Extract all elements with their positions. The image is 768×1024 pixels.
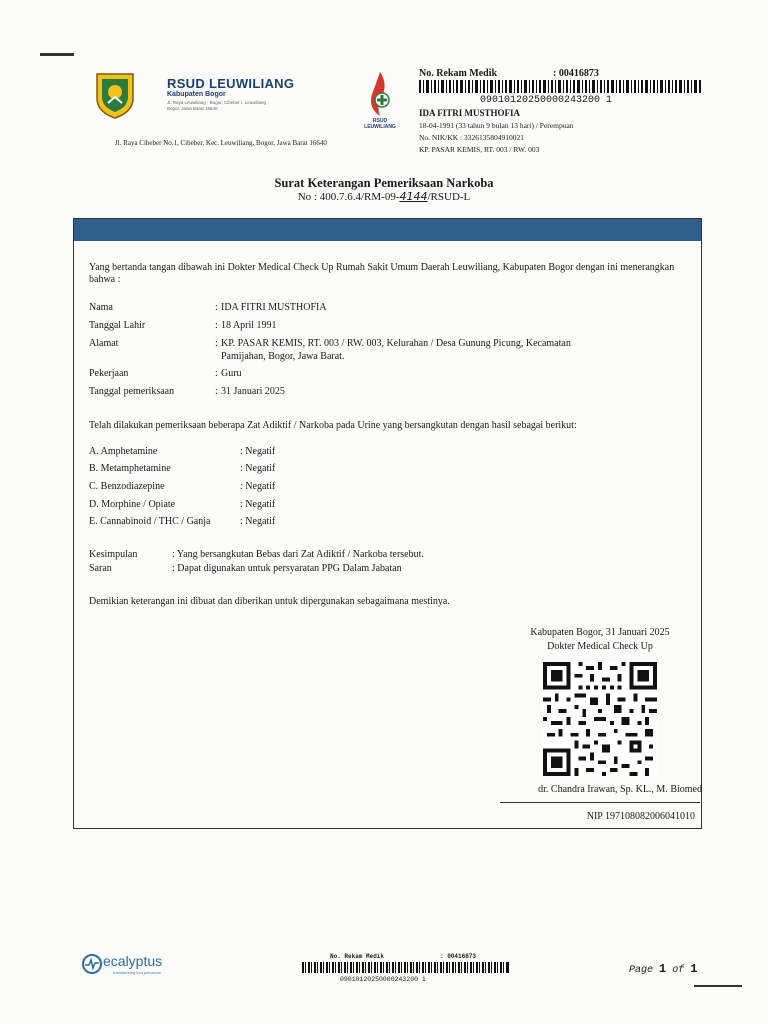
kesimpulan-value: : Yang bersangkutan Bebas dari Zat Adiktif / Narkoba tersebut. bbox=[172, 549, 424, 560]
hospital-small-address bbox=[167, 100, 287, 111]
patient-name: IDA FITRI MUSTHOFIA bbox=[419, 108, 521, 118]
document-number-prefix: No : 400.7.6.4/RM-09- bbox=[297, 191, 400, 203]
barcode-top bbox=[419, 80, 702, 93]
page-total: 1 bbox=[690, 962, 698, 976]
page-of: of bbox=[672, 965, 685, 976]
hospital-address: Jl. Raya Cibeber No.1, Cibeber, Kec. Leuwiliang, Bogor, Jawa Barat 16640 bbox=[115, 139, 327, 147]
signature-line bbox=[500, 802, 700, 803]
test-label: B. Metamphetamine bbox=[89, 463, 171, 474]
test-label: A. Amphetamine bbox=[89, 446, 158, 457]
barcode-footer bbox=[302, 962, 510, 973]
field-colon: : bbox=[215, 320, 218, 331]
field-label: Pekerjaan bbox=[89, 368, 129, 379]
field-colon: : bbox=[215, 386, 218, 397]
hospital-small-line-1: Jl. Raya Leuwiliang - Bogor, Cibeber I, Leuwiliang bbox=[167, 100, 267, 105]
field-label: Tanggal pemeriksaan bbox=[89, 386, 175, 397]
document-title: Surat Keterangan Pemeriksaan Narkoba bbox=[274, 176, 494, 190]
ecalyptus-logo-icon bbox=[81, 953, 103, 975]
doctor-nip: NIP 197108082006041010 bbox=[586, 811, 695, 822]
test-result: : Negatif bbox=[240, 446, 276, 457]
patient-nik: No. NIK/KK : 3326135804910021 bbox=[419, 133, 524, 142]
test-intro-text: Telah dilakukan pemeriksaan beberapa Zat Adiktif / Narkoba pada Urine yang bersangkutan dengan hasil sebagai berikut: bbox=[89, 420, 577, 431]
scan-mark bbox=[40, 53, 74, 56]
document-number-suffix: /RSUD-L bbox=[427, 191, 471, 203]
rekam-medik-value: : 00416873 bbox=[553, 68, 599, 79]
field-colon: : bbox=[215, 302, 218, 313]
scan-mark bbox=[694, 985, 742, 987]
field-value-alamat: KP. PASAR KEMIS, RT. 003 / RW. 003, Kelurahan / Desa Gunung Picung, Kecamatan bbox=[221, 338, 571, 349]
page-prefix: Page bbox=[629, 965, 654, 976]
page-current: 1 bbox=[659, 962, 667, 976]
field-colon: : bbox=[215, 338, 218, 349]
kabupaten-bogor-emblem-icon bbox=[93, 70, 137, 120]
field-value-tanggal-lahir: 18 April 1991 bbox=[221, 320, 277, 331]
field-label: Alamat bbox=[89, 338, 119, 349]
intro-text: Yang bertanda tangan dibawah ini Dokter Medical Check Up Rumah Sakit Umum Daerah Leuwiliang, Kabupaten Bogor dengan ini menerangkan bahwa : bbox=[89, 262, 675, 285]
signature-place-date: Kabupaten Bogor, 31 Januari 2025 bbox=[530, 627, 670, 638]
test-label: C. Benzodiazepine bbox=[89, 481, 165, 492]
field-value-pekerjaan: Guru bbox=[221, 368, 242, 379]
test-result: : Negatif bbox=[240, 499, 276, 510]
ecalyptus-tagline: transforming into pervasive bbox=[113, 970, 162, 975]
field-value-nama: IDA FITRI MUSTHOFIA bbox=[221, 302, 327, 313]
document-number-handwritten: 4144 bbox=[399, 190, 428, 203]
field-value-tanggal-pemeriksaan: 31 Januari 2025 bbox=[221, 386, 285, 397]
test-label: E. Cannabinoid / THC / Ganja bbox=[89, 516, 211, 527]
patient-dob-gender: 18-04-1991 (33 tahun 9 bulan 13 hari) / Perempuan bbox=[419, 121, 574, 130]
doctor-name: dr. Chandra Irawan, Sp. KL., M. Biomed bbox=[538, 784, 702, 795]
closing-text: Demikian keterangan ini dibuat dan diberikan untuk dipergunakan sebagaimana mestinya. bbox=[89, 596, 450, 607]
field-colon: : bbox=[215, 368, 218, 379]
footer-barcode-number: 09010120250000243200 1 bbox=[340, 976, 426, 983]
hospital-small-line-2: Bogor, Jawa Barat 16640 bbox=[167, 105, 218, 111]
kesimpulan-label: Kesimpulan bbox=[89, 549, 138, 560]
patient-address: KP. PASAR KEMIS, RT. 003 / RW. 003 bbox=[419, 145, 540, 154]
document-number bbox=[0, 190, 768, 203]
qr-code-icon bbox=[543, 662, 657, 776]
field-label: Nama bbox=[89, 302, 113, 313]
test-label: D. Morphine / Opiate bbox=[89, 499, 176, 510]
test-result: : Negatif bbox=[240, 463, 276, 474]
ecalyptus-brand: ecalyptus bbox=[103, 953, 163, 969]
rekam-medik-label: No. Rekam Medik bbox=[419, 68, 498, 79]
signature-position: Dokter Medical Check Up bbox=[547, 641, 653, 652]
frame-header-band bbox=[74, 219, 701, 241]
page-indicator bbox=[629, 962, 697, 976]
footer-rekam-medik-label: No. Rekam Medik bbox=[330, 953, 385, 960]
saran-value: : Dapat digunakan untuk persyaratan PPG Dalam Jabatan bbox=[172, 563, 402, 574]
hospital-name: RSUD LEUWILIANG bbox=[167, 76, 295, 91]
rsud-logo-caption: RSUD LEUWILIANG bbox=[364, 118, 396, 130]
test-result: : Negatif bbox=[240, 516, 276, 527]
test-result: : Negatif bbox=[240, 481, 276, 492]
barcode-top-number: 09010120250000243200 1 bbox=[480, 95, 613, 106]
field-label: Tanggal Lahir bbox=[89, 320, 146, 331]
hospital-subtitle: Kabupaten Bogor bbox=[167, 91, 226, 98]
field-value-alamat-line-2: Pamijahan, Bogor, Jawa Barat. bbox=[221, 351, 345, 362]
saran-label: Saran bbox=[89, 563, 112, 574]
footer-rekam-medik-value: : 00416873 bbox=[440, 953, 477, 960]
